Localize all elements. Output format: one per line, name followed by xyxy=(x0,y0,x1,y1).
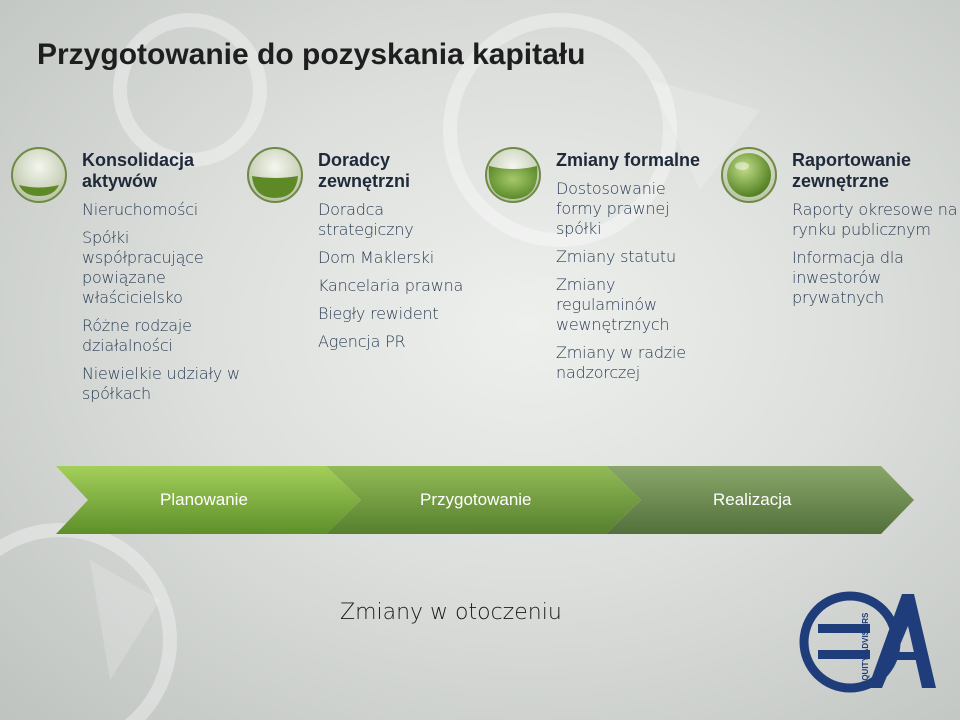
stage-label-planning: Planowanie xyxy=(160,490,248,509)
list-item: Nieruchomości xyxy=(82,200,199,219)
equity-advisors-logo xyxy=(798,586,940,696)
list-item: Informacja dla inwestorów prywatnych xyxy=(792,248,904,307)
list-item: Biegły rewident xyxy=(318,304,439,323)
bowl-full-icon xyxy=(720,146,778,204)
list-item: Dom Maklerski xyxy=(318,248,434,267)
list-item: Raporty okresowe na rynku publicznym xyxy=(792,200,958,239)
bowl-half-icon xyxy=(246,146,304,204)
list-item: Dostosowanie formy prawnej spółki xyxy=(556,179,670,238)
stage-label-realization: Realizacja xyxy=(713,490,792,509)
list-item: Kancelaria prawna xyxy=(318,276,464,295)
bowl-three-quarter-icon xyxy=(484,146,542,204)
column-title: Doradcy zewnętrzni xyxy=(318,150,411,191)
column-title: Zmiany formalne xyxy=(556,150,701,170)
column-title: Konsolidacja aktywów xyxy=(82,150,195,191)
list-item: Zmiany regulaminów wewnętrznych xyxy=(556,275,670,334)
list-item: Agencja PR xyxy=(318,332,406,351)
list-item: Spółki współpracujące powiązane właścicielsko xyxy=(82,228,204,307)
list-item: Niewielkie udziały w spółkach xyxy=(82,364,240,403)
list-item: Zmiany statutu xyxy=(556,247,676,266)
list-item: Zmiany w radzie nadzorczej xyxy=(556,343,686,382)
footer-environment-changes: Zmiany w otoczeniu xyxy=(340,600,562,625)
bowl-quarter-icon xyxy=(10,146,68,204)
column-title: Raportowanie zewnętrzne xyxy=(792,150,912,191)
list-item: Doradca strategiczny xyxy=(318,200,414,239)
logo-text: EQUITY ADVISORS xyxy=(861,612,870,686)
list-item: Różne rodzaje działalności xyxy=(82,316,192,355)
page-title: Przygotowanie do pozyskania kapitału xyxy=(37,38,586,71)
stage-label-preparation: Przygotowanie xyxy=(420,490,532,509)
